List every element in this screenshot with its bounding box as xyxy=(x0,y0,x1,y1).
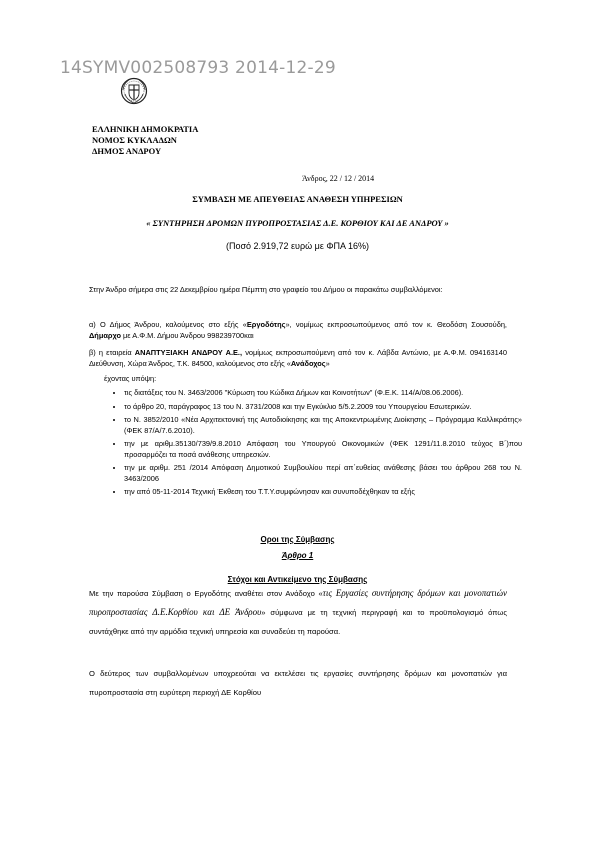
objective-paragraph: Με την παρούσα Σύμβαση ο Εργοδότης αναθέτει στον Ανάδοχο «τις Εργασίες συντήρησης δρόμων και μονοπατιών πυροπροστασίας Δ.Ε.Κορθίου και ΔΕ Άνδρου» σύμφωνα με τη τεχνική περιγραφή και το προϋπολογισμό όπως συντάχθηκε από την αρμόδια τεχνική υπηρεσία και συναδεύει τη παρούσα. xyxy=(89,588,507,636)
having-in-view-label: έχοντας υπόψη: xyxy=(104,374,157,383)
greek-emblem-icon xyxy=(120,76,148,106)
contract-title: ΣΥΜΒΑΣΗ ΜΕ ΑΠΕΥΘΕΙΑΣ ΑΝΑΘΕΣΗ ΥΠΗΡΕΣΙΩΝ xyxy=(192,194,403,204)
list-item: • τις διατάξεις του Ν. 3463/2006 "Κύρωση του Κώδικα Δήμων και Κοινοτήτων" (Φ.Ε.Κ. 114/Α/08.06.2006). xyxy=(124,388,522,399)
contract-amount: (Ποσό 2.919,72 ευρώ με ΦΠΑ 16%) xyxy=(225,241,370,251)
authority-line-3: ΔΗΜΟΣ ΑΝΔΡΟΥ xyxy=(92,146,162,156)
considerations-list xyxy=(110,388,522,501)
objectives-heading: Στόχοι και Αντικείμενο της Σύμβασης xyxy=(227,575,368,584)
list-item: • την με αριθμ. 251 /2014 Απόφαση Δημοτικού Συμβουλίου περί απ΄ευθείας ανάθεσης βάσει του άρθρου 268 του Ν. 3463/2006 xyxy=(124,463,522,484)
obligation-paragraph: Ο δεύτερος των συμβαλλομένων υποχρεούται να εκτελέσει τις εργασίες συντήρησης δρόμων και μονοπατιών για πυροπροστασία στη ευρύτερη περιοχή ΔΕ Κορθίου xyxy=(89,669,507,697)
list-item: • την με αριθμ.35130/739/9.8.2010 Απόφαση του Υπουργού Οικονομικών (ΦΕΚ 1291/11.8.2010 τεύχος Β΄)που προσαρμόζει τα ποσά ανάθεσης υπηρεσιών. xyxy=(124,439,522,460)
list-item: • το άρθρο 20, παράγραφος 13 του Ν. 3731/2008 και την Εγκύκλιο 5/5.2.2009 του Υπουργείου Εσωτερικών. xyxy=(124,402,522,413)
party-a-paragraph: α) Ο Δήμος Άνδρου, καλούμενος στο εξής «Εργοδότης», νομίμως εκπροσωπούμενος από τον κ. Θεοδόση Σουσούδη, Δήμαρχο με Α.Φ.Μ. Δήμου Άνδρου 998239700και xyxy=(89,320,507,340)
article-heading: Άρθρο 1 xyxy=(281,551,314,560)
date-line: Άνδρος, 22 / 12 / 2014 xyxy=(302,174,375,183)
authority-line-1: ΕΛΛΗΝΙΚΗ ΔΗΜΟΚΡΑΤΙΑ xyxy=(92,124,199,134)
authority-line-2: ΝΟΜΟΣ ΚΥΚΛΑΔΩΝ xyxy=(92,135,177,145)
document-identifier: 14SYMV002508793 2014-12-29 xyxy=(60,58,336,78)
contract-subtitle: « ΣΥΝΤΗΡΗΣΗ ΔΡΟΜΩΝ ΠΥΡΟΠΡΟΣΤΑΣΙΑΣ Δ.Ε. ΚΟΡΘΙΟΥ ΚΑΙ ΔΕ ΑΝΔΡΟΥ » xyxy=(146,218,449,228)
list-item: • την από 05-11-2014 Τεχνική Έκθεση του Τ.Τ.Υ.συμφώνησαν και συνυποδέχθηκαν τα εξής xyxy=(124,487,522,498)
list-item: • το Ν. 3852/2010 «Νέα Αρχιτεκτονική της Αυτοδιοίκησης και της Αποκεντρωμένης Διοίκησης – Πρόγραμμα Καλλικράτης» (ΦΕΚ 87/Α/7.6.2010). xyxy=(124,415,522,436)
terms-heading: Οροι της Σύμβασης xyxy=(260,535,335,544)
intro-paragraph: Στην Άνδρο σήμερα στις 22 Δεκεμβρίου ημέρα Πέμπτη στο γραφείο του Δήμου οι παρακάτω συμβαλλόμενοι: xyxy=(89,285,443,294)
party-b-paragraph: β) η εταιρεία ΑΝΑΠΤΥΞΙΑΚΗ ΑΝΔΡΟΥ Α.Ε., νομίμως εκπροσωπούμενη από τον κ. Λάβδα Αντώνιο, με Α.Φ.Μ. 094163140 Διεύθυνση, Χώρα Άνδρος, Τ.Κ. 84500, καλούμενος στο εξής «Ανάδοχος» xyxy=(89,348,507,368)
